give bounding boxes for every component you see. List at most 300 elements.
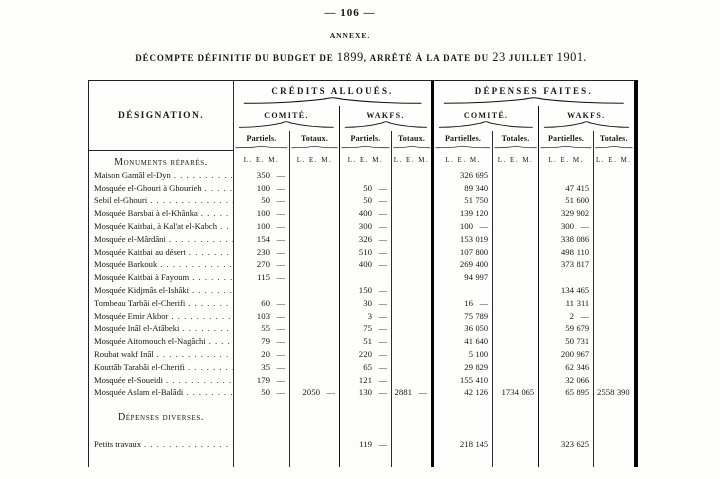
amount-milliemes: 817 [576, 260, 590, 270]
amount-le: 79 [261, 336, 270, 347]
value-cell [433, 207, 493, 220]
value-cell [539, 207, 594, 220]
value-cell [493, 373, 539, 386]
dot-leader [182, 323, 233, 333]
amount-milliemes: 145 [475, 439, 489, 449]
amount-le: 35 [261, 361, 270, 372]
section-title: Dépenses diverses. [117, 411, 205, 423]
amount-le: 139 [459, 208, 474, 219]
amount-milliemes: 390 [616, 388, 630, 398]
value-cell [340, 360, 392, 373]
amount-le: 50 [261, 195, 270, 206]
value-cell [234, 194, 290, 207]
amount-milliemes: 110 [576, 247, 590, 257]
empty-cell [392, 453, 433, 467]
monument-name: Maison Gamâl el-Dyn [94, 169, 171, 180]
value-cell [594, 271, 636, 284]
value-cell [539, 348, 594, 361]
designation-cell [89, 425, 234, 453]
monument-name: Petits travaux [94, 438, 142, 449]
section-header-row [89, 399, 636, 425]
value-cell [290, 373, 340, 386]
value-cell [594, 296, 636, 309]
table-row [89, 232, 636, 245]
amount-milliemes: — [378, 350, 387, 360]
amount-milliemes: — [378, 247, 387, 257]
value-cell [433, 258, 493, 271]
amount-le: 373 [560, 259, 575, 270]
amount-milliemes: 311 [576, 298, 590, 308]
amount-le: 153 [459, 233, 474, 244]
amount-le: 510 [358, 246, 372, 257]
amount-le: 218 [459, 438, 474, 449]
value-cell [539, 271, 594, 284]
table-row [89, 181, 636, 194]
amount-le: 200 [560, 349, 575, 360]
amount-le: 323 [560, 438, 575, 449]
designation-cell [89, 232, 234, 245]
amount-le: 155 [459, 374, 474, 385]
amount-milliemes: — [378, 260, 387, 270]
value-cell [493, 194, 539, 207]
value-cell [493, 245, 539, 258]
monument-name: Sebil el-Ghouri [94, 195, 148, 206]
value-cell [539, 284, 594, 297]
empty-cell [340, 453, 392, 467]
amount-milliemes: 086 [576, 234, 590, 244]
value-cell [234, 348, 290, 361]
value-cell [539, 245, 594, 258]
value-cell [433, 194, 493, 207]
value-cell [290, 258, 340, 271]
value-cell [594, 245, 636, 258]
amount-milliemes: 600 [576, 196, 590, 206]
unit-label: L. E. M. [493, 151, 539, 169]
amount-milliemes: — [276, 273, 285, 283]
monument-name: Roubat wakf Inâl [94, 349, 154, 360]
value-cell [539, 258, 594, 271]
page-number: — 106 — [324, 7, 376, 19]
value-cell [340, 181, 392, 194]
depenses-faites-header: DÉPENSES FAITES. [433, 81, 636, 106]
amount-milliemes: 340 [475, 183, 489, 193]
amount-milliemes: — [378, 375, 387, 385]
value-cell [493, 207, 539, 220]
value-cell [493, 322, 539, 335]
amount-le: 59 [565, 323, 575, 334]
amount-milliemes: — [276, 388, 285, 398]
amount-milliemes: — [378, 234, 387, 244]
amount-milliemes: — [580, 222, 590, 232]
value-cell [392, 284, 433, 297]
table-row [89, 220, 636, 233]
unit-label: L. E. M. [433, 151, 493, 169]
amount-milliemes: — [378, 439, 387, 449]
monument-name: Mosquée el-Ghouri à Ghourieh [94, 182, 202, 193]
value-cell [340, 373, 392, 386]
empty-cell [433, 399, 493, 425]
amount-milliemes: 019 [475, 234, 489, 244]
value-cell [392, 335, 433, 348]
amount-milliemes: 695 [475, 170, 489, 180]
col-header-partielles: Partielles. [433, 131, 493, 151]
rule-decoration [435, 144, 491, 149]
value-cell [234, 322, 290, 335]
value-cell [392, 169, 433, 182]
dot-leader [171, 311, 233, 321]
amount-milliemes: 829 [475, 362, 489, 372]
amount-le: 400 [358, 259, 372, 270]
table-row [89, 194, 636, 207]
monument-name: Mosquée Aslam el-Balâdi [94, 387, 184, 398]
col-header-partiels: Partiels. [340, 131, 392, 151]
unit-label: L. E. M. [290, 151, 340, 169]
amount-le: 89 [464, 182, 474, 193]
value-cell [433, 284, 493, 297]
amount-milliemes: 410 [475, 375, 489, 385]
value-cell [433, 335, 493, 348]
value-cell [340, 169, 392, 182]
designation-cell [89, 386, 234, 399]
value-cell [290, 220, 340, 233]
value-cell [539, 169, 594, 182]
value-cell [433, 322, 493, 335]
amount-milliemes: — [479, 298, 489, 308]
value-cell [433, 169, 493, 182]
designation-cell [89, 245, 234, 258]
monument-name: Mosquée Kidjmâs el-Ishâki [94, 285, 189, 296]
amount-milliemes: — [378, 196, 387, 206]
dot-leader [157, 349, 233, 359]
amount-milliemes: — [276, 170, 285, 180]
amount-milliemes: — [276, 324, 285, 334]
value-cell [290, 296, 340, 309]
table-row [89, 296, 636, 309]
value-cell [493, 386, 539, 399]
amount-milliemes: 120 [475, 209, 489, 219]
depenses-comite-header: COMITÉ. [433, 106, 539, 131]
brace-decoration [438, 121, 534, 128]
table-row [89, 373, 636, 386]
budget-table [88, 80, 638, 467]
value-cell [340, 271, 392, 284]
amount-le: 498 [560, 246, 575, 257]
amount-le: 154 [256, 233, 270, 244]
value-cell [234, 386, 290, 399]
amount-milliemes: 789 [475, 311, 489, 321]
value-cell [340, 232, 392, 245]
value-cell [392, 258, 433, 271]
amount-le: 300 [358, 221, 372, 232]
value-cell [392, 271, 433, 284]
amount-le: 50 [363, 182, 372, 193]
value-cell [392, 194, 433, 207]
amount-milliemes: — [276, 234, 285, 244]
value-cell [290, 181, 340, 194]
empty-cell [493, 453, 539, 467]
monument-name: Mosquée Barsbai à el-Khânka [94, 208, 198, 219]
empty-cell [392, 399, 433, 425]
amount-le: 42 [464, 387, 474, 398]
dot-leader [160, 259, 233, 269]
empty-cell [234, 399, 290, 425]
table-row [89, 271, 636, 284]
amount-milliemes: — [378, 362, 387, 372]
amount-le: 60 [261, 297, 270, 308]
value-cell [493, 309, 539, 322]
amount-milliemes: — [378, 388, 387, 398]
value-cell [290, 360, 340, 373]
value-cell [493, 296, 539, 309]
designation-cell [89, 296, 234, 309]
value-cell [234, 207, 290, 220]
designation-cell [89, 258, 234, 271]
amount-le: 103 [256, 310, 270, 321]
value-cell [493, 284, 539, 297]
monument-name: Mosquée Barkouk [94, 259, 158, 270]
amount-milliemes: 902 [576, 209, 590, 219]
amount-le: 47 [565, 182, 575, 193]
col-header-partiels: Partiels. [234, 131, 290, 151]
amount-milliemes: — [276, 209, 285, 219]
monument-name: Tombeau Tarbâi el-Cherifi [94, 297, 186, 308]
value-cell [594, 360, 636, 373]
table-row [89, 258, 636, 271]
value-cell [290, 194, 340, 207]
amount-le: 30 [363, 297, 372, 308]
amount-le: 220 [358, 349, 372, 360]
value-cell [594, 335, 636, 348]
amount-le: 270 [256, 259, 270, 270]
value-cell [340, 194, 392, 207]
amount-le: 2558 [596, 387, 615, 398]
dot-leader [209, 336, 233, 346]
value-cell [433, 309, 493, 322]
value-cell [234, 360, 290, 373]
value-cell [392, 245, 433, 258]
amount-milliemes: 967 [576, 350, 590, 360]
brace-decoration [238, 121, 335, 128]
designation-cell [89, 348, 234, 361]
table-row [89, 309, 636, 322]
designation-cell [89, 271, 234, 284]
value-cell [433, 348, 493, 361]
header-group-row [89, 81, 636, 106]
empty-cell [539, 399, 594, 425]
credits-comite-header: COMITÉ. [234, 106, 340, 131]
value-cell [340, 245, 392, 258]
table-spacer-row [89, 453, 636, 467]
rule-decoration [235, 144, 288, 149]
value-cell [594, 373, 636, 386]
monument-name: Mosquée Kaitbai au désert [94, 246, 186, 257]
value-cell [290, 309, 340, 322]
amount-le: 150 [358, 285, 372, 296]
value-cell [594, 220, 636, 233]
title-year: 1899 [336, 50, 364, 64]
amount-milliemes: 400 [475, 260, 489, 270]
value-cell [340, 386, 392, 399]
monument-name: Mosquée Kaitbai à Fayoum [94, 272, 190, 283]
value-cell [594, 169, 636, 182]
designation-cell [89, 220, 234, 233]
rule-decoration [393, 144, 430, 149]
value-cell [493, 425, 539, 453]
amount-milliemes: — [276, 260, 285, 270]
value-cell [539, 181, 594, 194]
value-cell [594, 425, 636, 453]
amount-le: 134 [560, 285, 575, 296]
amount-le: 326 [459, 169, 474, 180]
amount-le: 179 [256, 374, 270, 385]
amount-le: 51 [464, 195, 474, 206]
value-cell [392, 386, 433, 399]
designation-cell [89, 181, 234, 194]
col-header-totaux: Totaux. [290, 131, 340, 151]
amount-le: 94 [464, 272, 474, 283]
table-row [89, 207, 636, 220]
monument-name: Kouttâb Tarabâi el-Cherifi [94, 361, 185, 372]
amount-le: 36 [464, 323, 474, 334]
dot-leader [189, 247, 233, 257]
depenses-wakfs-header: WAKFS. [539, 106, 636, 131]
amount-milliemes: 625 [576, 439, 590, 449]
amount-milliemes: — [326, 388, 335, 398]
amount-le: 41 [464, 336, 474, 347]
value-cell [539, 425, 594, 453]
dot-leader [169, 234, 233, 244]
amount-milliemes: 731 [576, 337, 590, 347]
unit-label: L. E. M. [234, 151, 290, 169]
amount-le: 65 [363, 361, 372, 372]
designation-cell [89, 309, 234, 322]
table-row [89, 322, 636, 335]
section-title-monuments: Monuments réparés. [114, 156, 208, 168]
rule-decoration [595, 144, 633, 149]
value-cell [594, 232, 636, 245]
amount-le: 50 [565, 336, 575, 347]
amount-milliemes: 640 [475, 337, 489, 347]
designation-cell [89, 169, 234, 182]
dot-leader [186, 387, 233, 397]
value-cell [493, 220, 539, 233]
dot-leader [192, 285, 233, 295]
designation-cell [89, 335, 234, 348]
amount-le: 100 [459, 221, 474, 232]
value-cell [340, 348, 392, 361]
value-cell [290, 245, 340, 258]
amount-le: 100 [256, 182, 270, 193]
amount-le: 2050 [302, 387, 320, 398]
credits-alloues-header: CRÉDITS ALLOUÉS. [234, 81, 433, 106]
monument-name: Mosquée Inâl el-Atâbeki [94, 323, 180, 334]
value-cell [539, 386, 594, 399]
brace-decoration [442, 97, 626, 104]
value-cell [392, 309, 433, 322]
designation-cell [89, 194, 234, 207]
amount-milliemes: 679 [576, 324, 590, 334]
value-cell [539, 335, 594, 348]
amount-le: 50 [363, 195, 372, 206]
value-cell [493, 232, 539, 245]
amount-le: 107 [459, 246, 474, 257]
rule-decoration [540, 144, 592, 149]
value-cell [392, 220, 433, 233]
amount-le: 350 [256, 169, 270, 180]
title-text: JUILLET [505, 53, 557, 63]
value-cell [392, 360, 433, 373]
table-row [89, 284, 636, 297]
value-cell [539, 220, 594, 233]
amount-le: 75 [363, 323, 372, 334]
empty-cell [234, 453, 290, 467]
amount-milliemes: — [276, 183, 285, 193]
monument-name: Mosquée el-Soueidi [94, 374, 163, 385]
value-cell [539, 232, 594, 245]
amount-le: 5 [468, 349, 474, 360]
dot-leader [188, 362, 233, 372]
value-cell [539, 194, 594, 207]
dot-leader [174, 170, 233, 180]
amount-le: 50 [261, 387, 270, 398]
amount-le: 119 [359, 438, 372, 449]
amount-le: 55 [261, 323, 270, 334]
value-cell [340, 322, 392, 335]
amount-le: 65 [565, 387, 575, 398]
amount-milliemes: — [418, 388, 428, 398]
amount-le: 32 [565, 374, 575, 385]
col-header-totales: Totales. [493, 131, 539, 151]
dot-leader [205, 183, 233, 193]
brace-decoration [242, 97, 423, 104]
empty-cell [433, 453, 493, 467]
amount-le: 16 [464, 297, 474, 308]
value-cell [594, 284, 636, 297]
designation-cell [89, 373, 234, 386]
dot-leader [144, 439, 233, 449]
title-text: DÉCOMPTE DÉFINITIF DU BUDGET DE [135, 53, 337, 63]
empty-cell [539, 453, 594, 467]
brace-decoration [543, 121, 630, 128]
amount-milliemes: 415 [576, 183, 590, 193]
table-row [89, 360, 636, 373]
amount-milliemes: — [276, 337, 285, 347]
amount-le: 400 [358, 208, 372, 219]
value-cell [290, 386, 340, 399]
amount-le: 100 [256, 208, 270, 219]
amount-milliemes: — [276, 311, 285, 321]
value-cell [392, 425, 433, 453]
value-cell [290, 322, 340, 335]
amount-le: 100 [256, 221, 270, 232]
amount-le: 329 [560, 208, 575, 219]
value-cell [234, 271, 290, 284]
value-cell [290, 284, 340, 297]
value-cell [290, 271, 340, 284]
dot-leader [188, 298, 233, 308]
amount-milliemes: 050 [475, 324, 489, 334]
amount-le: 51 [565, 195, 575, 206]
amount-le: 115 [257, 272, 270, 283]
value-cell [433, 386, 493, 399]
title-text: , ARRÊTÉ À LA DATE DU [363, 53, 493, 63]
title-text: . [583, 53, 587, 63]
rule-decoration [341, 144, 390, 149]
value-cell [539, 373, 594, 386]
amount-milliemes: — [378, 286, 387, 296]
value-cell [234, 232, 290, 245]
designation-cell [89, 322, 234, 335]
